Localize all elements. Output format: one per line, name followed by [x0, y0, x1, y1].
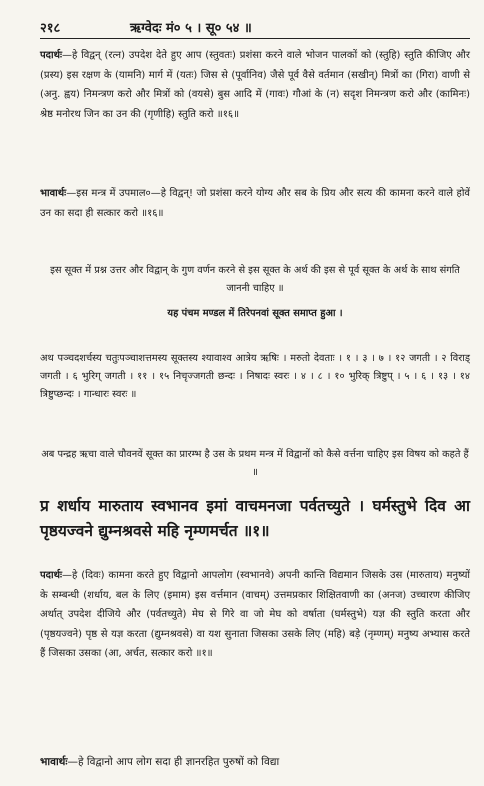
- bhavartha-label: भावार्थः: [40, 188, 67, 199]
- mantra-verse: प्र शर्धाय मारुताय स्वभानव इमां वाचमनजा पर्वतच्युते । घर्मस्तुभे दिव आ पृष्ठयज्वने द्युम्नश्रवसे महि नृम्णमर्चत ॥१॥: [40, 497, 470, 540]
- padartha-label: पदार्थः: [40, 50, 62, 61]
- sukta-summary-note: इस सूक्त में प्रश्न उत्तर और विद्वान् के गुण वर्णन करने से इस सूक्त के अर्थ की इस से पूर्व सूक्त के अर्थ के साथ संगति जाननी चाहिए ॥: [50, 265, 460, 294]
- running-title: ऋग्वेदः मं० ५ । सू० ५४ ॥: [130, 21, 252, 36]
- sukta-rishi-devata-chhanda: अथ पञ्चदशर्चस्य चतुःपञ्चाशत्तमस्य सूक्तस्य श्यावाश्व आत्रेय ऋषिः । मरुतो देवताः । १ । ३ । ७ । १२ जगती । २ विराड् जगती । ६ भुरिग् जगती । ११ । १५ निचृज्जगती छन्दः । निषादः स्वरः । ४ । ८ । १० भुरिक् त्रिष्टुप् । ५ । ६ । १३ । १४ त्रिष्टुप्छन्दः । गान्धारः स्वरः ॥: [40, 353, 470, 400]
- padartha-label: पदार्थः: [40, 570, 62, 581]
- padartha-paragraph-1: [40, 46, 470, 124]
- mantra-intro-note: अब पन्द्रह ऋचा वाले चौवनवें सूक्त का प्रारम्भ है उस के प्रथम मन्त्र में विद्वानों को कैसे वर्त्तना चाहिए इस विषय को कहते हैं ॥: [41, 449, 469, 478]
- bhavartha-text: —इस मन्त्र में उपमाल०—हे विद्वन्! जो प्रशंसा करने योग्य और सब के प्रिय और सत्य की कामना करने वाले होवें उन का सदा ही सत्कार करो ॥१६॥: [40, 188, 470, 219]
- bhavartha-text: —हे विद्वानो आप लोग सदा ही ज्ञानरहित पुरुषों को विद्या: [67, 756, 280, 768]
- sukta-completion-note: यह पंचम मण्डल में तिरेपनवां सूक्त समाप्त हुआ ।: [167, 308, 343, 319]
- bhavartha-label: भावार्थः: [40, 756, 68, 768]
- padartha-paragraph-2: [40, 566, 470, 664]
- header-rule: [40, 38, 470, 39]
- padartha-text: —हे (दिवः) कामना करते हुए विद्वानो आपलोग (स्वभानवे) अपनी कान्ति विद्यमान जिसके उस (मारुताय) मनुष्यों के सम्बन्धी (शर्धाय, बल के लिए (इमाम) इस वर्त्तमान (वाचम्) उत्तमप्रकार शिक्षितवाणी का (अनज) उच्चारण कीजिए अर्थात् उपदेश दीजिये और (पर्वतच्युते) मेघ से गिरे वा जो मेघ को वर्षाता (घर्मस्तुभे) यज्ञ की स्तुति करता और (पृष्ठयज्वने) पृष्ठ से यज्ञ करता (द्युम्नश्रवसे) वा यश सुनाता जिसका उसके लिए (महि) बड़े (नृम्णम्) मनुष्य अभ्यास करते हैं जिसका उसका (आ, अर्चत, सत्कार करो ॥१॥: [40, 570, 470, 659]
- bhavartha-paragraph-1: [40, 184, 470, 223]
- page-number: २१८: [40, 21, 61, 36]
- bhavartha-paragraph-2: [40, 752, 470, 773]
- page-header: [40, 18, 470, 36]
- padartha-text: —हे विद्वन् (रत्न) उपदेश देते हुए आप (स्तुवतः) प्रशंसा करने वाले भोजन पालकों को (स्तुहि) स्तुति कीजिए और (प्रस्य) इस रक्षण के (यामनि) मार्ग में (यतः) जिस से (पूर्वानिव) जैसे पूर्व वैसे वर्तमान (सखीन्) मित्रों का (गिरा) वाणी से (अनु. ह्वय) निमन्त्रण करो और मित्रों को (वयसे) बुस आदि में (गावः) गौआं के (न) सदृश निमन्त्रण करो और (कामिनः) श्रेष्ठ मनोरथ जिन का उन की (गृणीहि) स्तुति करो ॥१६॥: [40, 50, 470, 120]
